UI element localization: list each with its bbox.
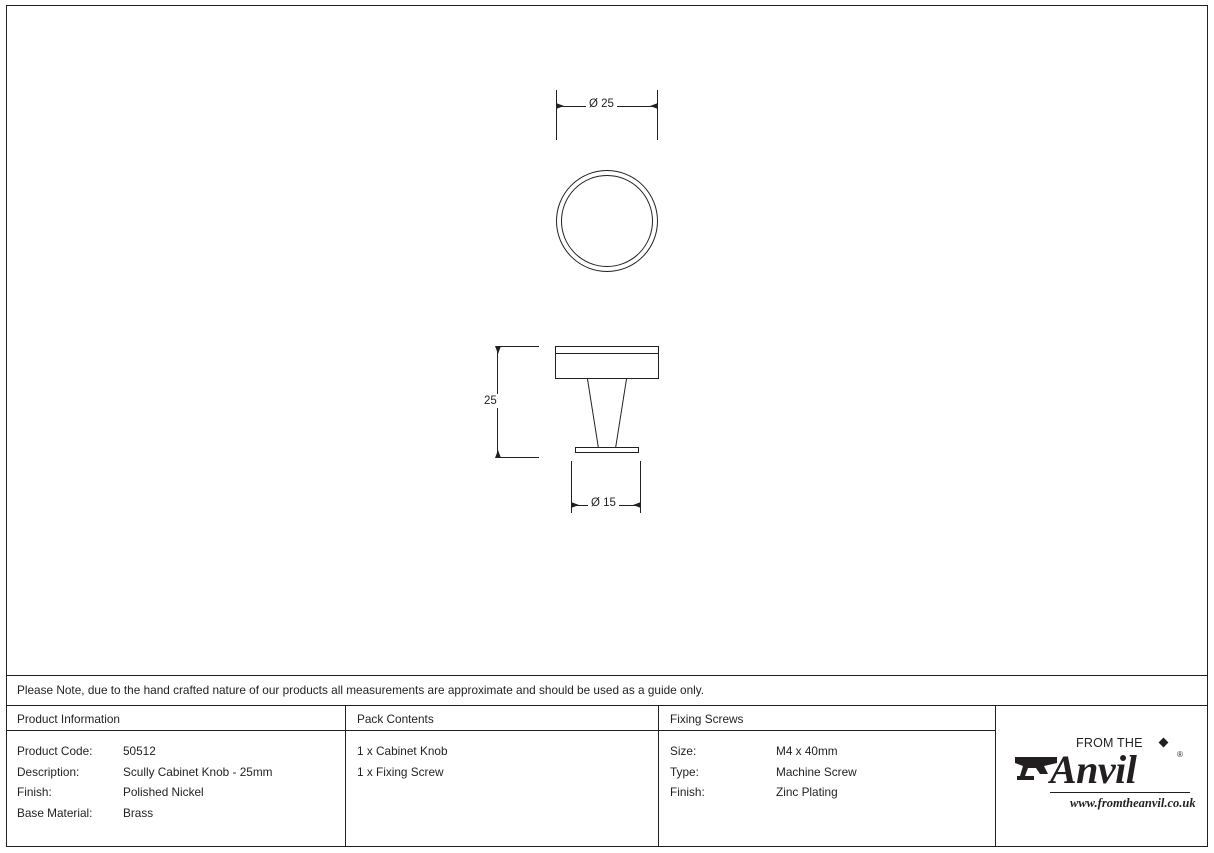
product-code-label: Product Code: [17, 744, 93, 758]
table-row [670, 782, 995, 803]
brand-logo-column [996, 706, 1207, 847]
top-diameter-label: Ø 25 [586, 98, 617, 110]
screw-size-value: M4 x 40mm [776, 744, 838, 758]
height-dim-arrow-bottom [495, 450, 501, 458]
table-row [17, 762, 345, 783]
base-dim-arrow-right [633, 502, 641, 508]
screw-finish-value: Zinc Plating [776, 785, 838, 799]
diamond-icon [1159, 738, 1169, 748]
product-code-value: 50512 [123, 744, 156, 758]
logo-from-the-text: FROM THE [1076, 736, 1143, 750]
product-information-header: Product Information [6, 706, 345, 731]
table-row [17, 782, 345, 803]
base-diameter-label: Ø 15 [588, 497, 619, 509]
table-row [17, 741, 345, 762]
base-dim-arrow-left [571, 502, 579, 508]
info-table [6, 705, 1208, 847]
height-label: 25 [484, 395, 497, 407]
height-dim-extension-bottom [497, 457, 539, 458]
fixing-screws-column [659, 706, 996, 847]
top-dim-arrow-right [650, 103, 658, 109]
list-item: 1 x Fixing Screw [357, 764, 444, 779]
knob-top-cap [555, 346, 659, 354]
knob-side-view [551, 346, 663, 458]
pack-contents-header: Pack Contents [346, 706, 658, 731]
height-dim-extension-top [497, 346, 539, 347]
screw-finish-label: Finish: [670, 785, 705, 799]
description-label: Description: [17, 764, 80, 779]
logo-divider [1050, 792, 1190, 793]
base-material-value: Brass [123, 805, 154, 820]
knob-stem-left-edge [587, 379, 599, 447]
product-information-body [6, 731, 345, 823]
top-dim-extension-left [556, 90, 557, 140]
pack-contents-column [346, 706, 659, 847]
registered-trademark-icon: ® [1177, 750, 1183, 759]
logo-anvil-text: Anvil [1050, 747, 1137, 792]
knob-top-view-inner-circle [561, 175, 653, 267]
screw-type-value: Machine Screw [776, 764, 857, 779]
pack-contents-body [346, 731, 658, 782]
table-row [670, 741, 995, 762]
knob-head-band [555, 354, 659, 379]
from-the-anvil-logo [1014, 734, 1196, 820]
product-information-column [6, 706, 346, 847]
measurement-note: Please Note, due to the hand crafted nature of our products all measurements are approximate and should be used as a guide only. [17, 683, 705, 697]
screw-size-label: Size: [670, 744, 697, 758]
table-row [670, 762, 995, 783]
base-material-label: Base Material: [17, 805, 93, 820]
table-row [17, 803, 345, 824]
list-item: 1 x Cabinet Knob [357, 744, 448, 758]
finish-label: Finish: [17, 785, 52, 799]
fixing-screws-body [659, 731, 995, 803]
knob-base-flange [575, 447, 639, 453]
screw-type-label: Type: [670, 764, 699, 779]
finish-value: Polished Nickel [123, 785, 204, 799]
note-row [6, 675, 1208, 705]
logo-website-url: www.fromtheanvil.co.uk [1070, 796, 1196, 810]
description-value: Scully Cabinet Knob - 25mm [123, 764, 273, 779]
top-dim-arrow-left [556, 103, 564, 109]
fixing-screws-header: Fixing Screws [659, 706, 995, 731]
knob-stem-right-edge [615, 379, 627, 447]
top-dim-extension-right [657, 90, 658, 140]
height-dim-arrow-top [495, 346, 501, 354]
